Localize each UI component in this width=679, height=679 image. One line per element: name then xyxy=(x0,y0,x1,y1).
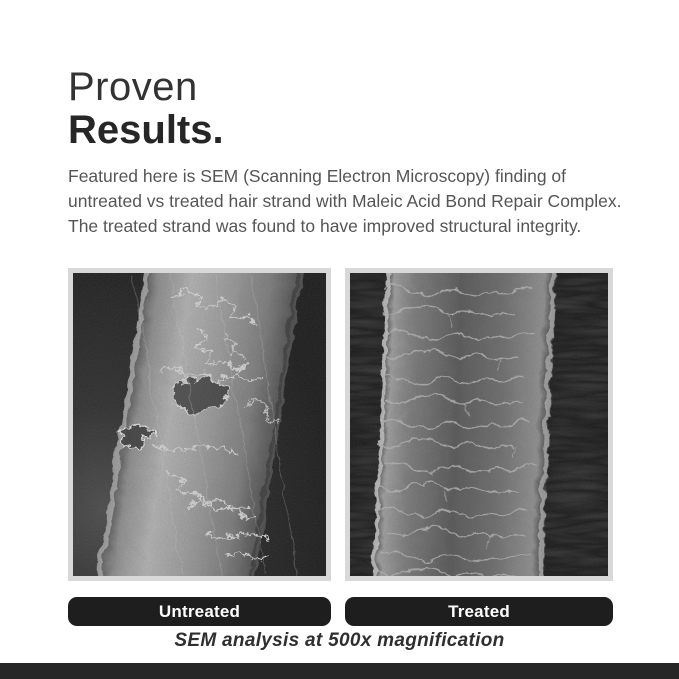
bottom-accent-bar xyxy=(0,663,679,679)
page-title-line-light: Proven xyxy=(68,65,198,109)
page-title xyxy=(68,66,224,152)
label-untreated: Untreated xyxy=(68,597,331,626)
comparison-panels xyxy=(68,268,613,581)
sem-image-untreated xyxy=(73,273,326,576)
page-title-line-bold: Results. xyxy=(68,107,224,152)
sem-panel-untreated xyxy=(68,268,331,581)
sem-image-treated xyxy=(350,273,608,576)
description-text: Featured here is SEM (Scanning Electron Microscopy) finding of untreated vs treated hair strand with Maleic Acid Bond Repair Complex. The treated strand was found to have improved structural integrity. xyxy=(68,166,622,236)
comparison-labels xyxy=(68,597,613,626)
sem-caption: SEM analysis at 500x magnification xyxy=(174,630,505,651)
label-treated: Treated xyxy=(345,597,613,626)
sem-panel-treated xyxy=(345,268,613,581)
